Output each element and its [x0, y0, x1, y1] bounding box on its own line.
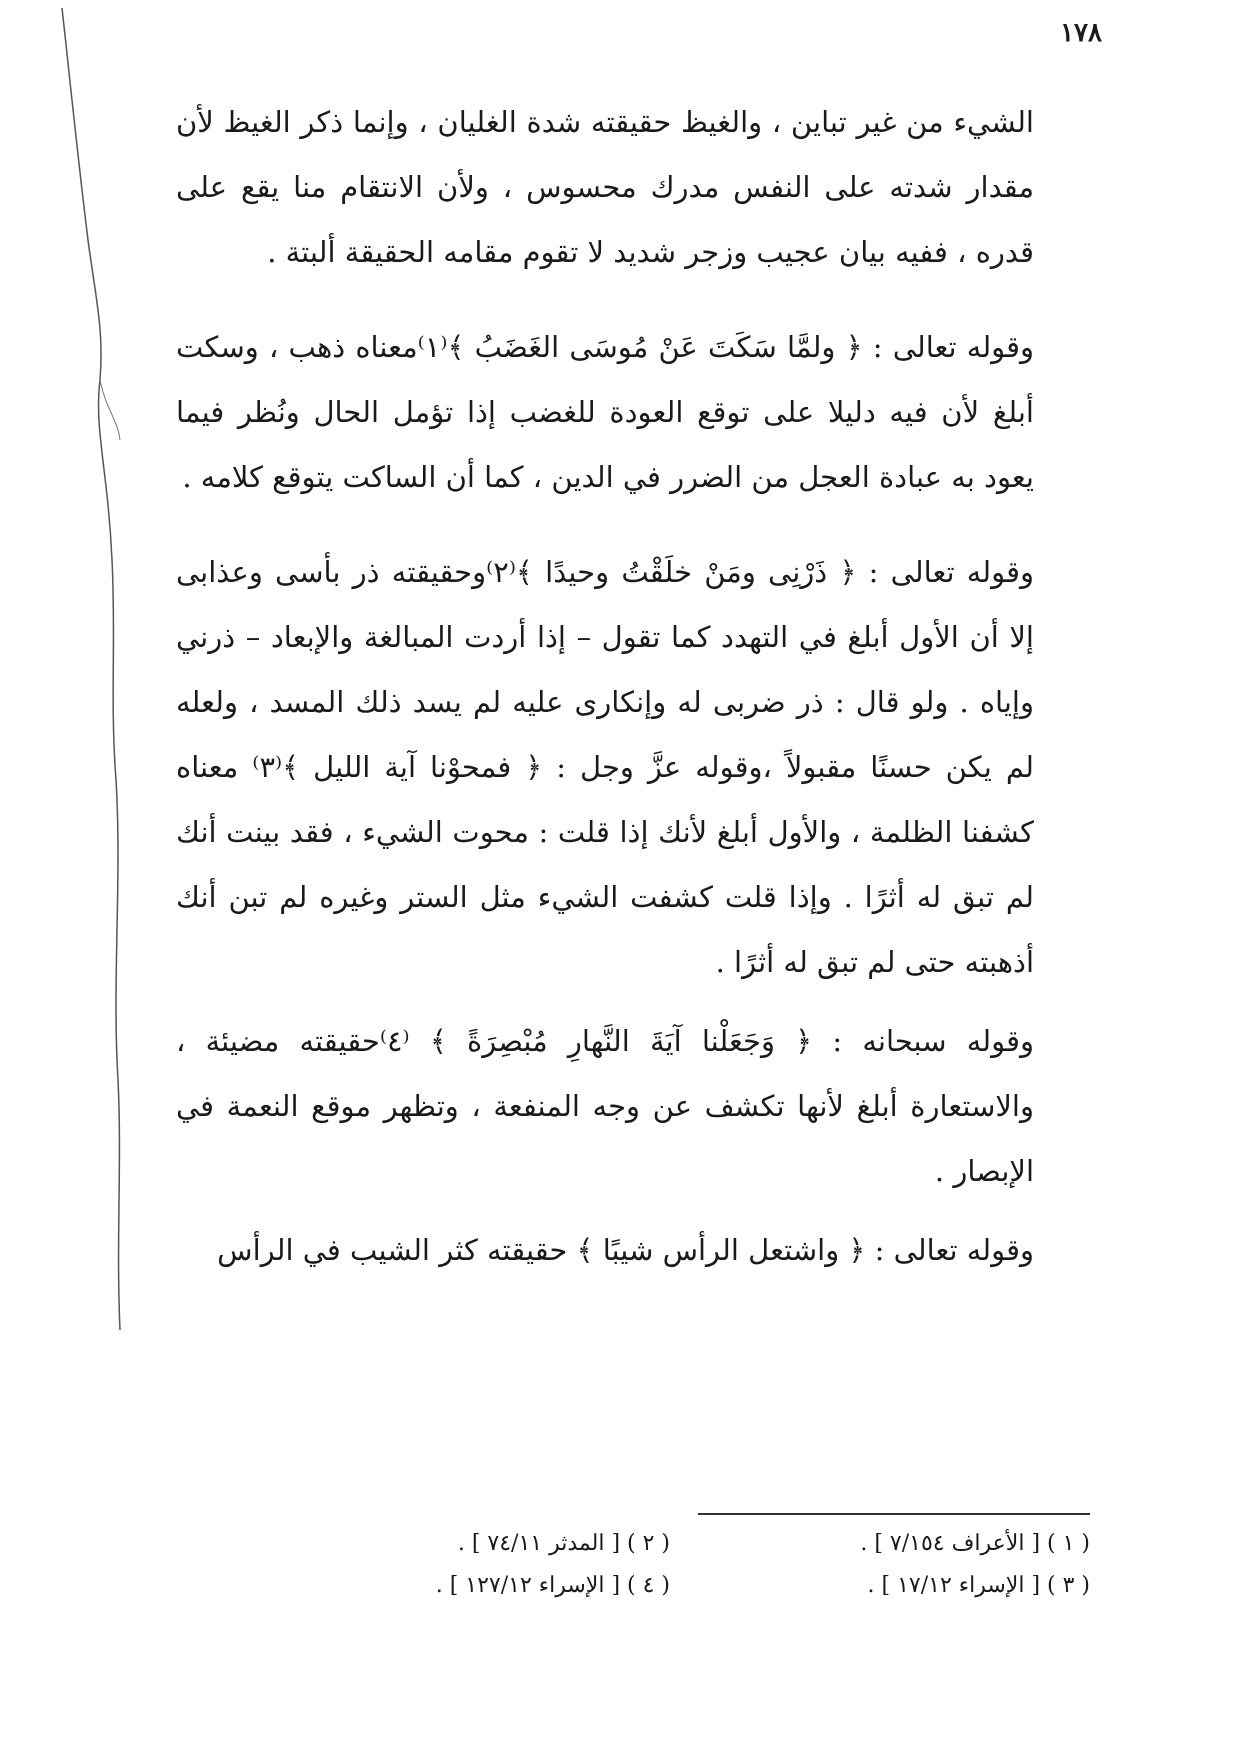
footnote-3: ( ٣ ) [ الإسراء ١٧/١٢ ] . — [867, 1573, 1090, 1598]
footnotes — [270, 1525, 1090, 1605]
footnote-2: ( ٢ ) [ المدثر ٧٤/١١ ] . — [457, 1531, 670, 1556]
paragraph-5: وقوله تعالى : ﴿ واشتعل الرأس شيبًا ﴾ حقيقته كثر الشيب في الرأس — [217, 1233, 1034, 1267]
main-text — [176, 90, 1034, 1283]
footnote-1: ( ١ ) [ الأعراف ٧/١٥٤ ] . — [860, 1531, 1090, 1556]
footnote-4: ( ٤ ) [ الإسراء ١٢٧/١٢ ] . — [435, 1573, 670, 1598]
paragraph-3: وقوله تعالى : ﴿ ذَرْنِى ومَنْ خلَقْتُ وحيدًا ﴾⁽٢⁾وحقيقته ذر بأسى وعذابى إلا أن الأول أبلغ في التهدد كما تقول – إذا أردت المبالغة والإبعاد – ذرني وإياه . ولو قال : ذر ضربى له وإنكارى عليه لم يسد ذلك المسد ، ولعله لم يكن حسنًا مقبولاً ،وقوله عزَّ وجل : ﴿ فمحوْنا آية الليل ﴾⁽٣⁾ معناه كشفنا الظلمة ، والأول أبلغ لأنك إذا قلت : محوت الشيء ، فقد بينت أنك لم تبق له أثرًا . وإذا قلت كشفت الشيء مثل الستر وغيره لم تبن أنك أذهبته حتى لم تبق له أثرًا . — [176, 555, 1034, 979]
paragraph-2: وقوله تعالى : ﴿ ولمَّا سَكَتَ عَنْ مُوسَى الغَضَبُ ﴾⁽١⁾معناه ذهب ، وسكت أبلغ لأن فيه دليلا على توقع العودة للغضب إذا تؤمل الحال ونُظر فيما يعود به عبادة العجل من الضرر في الدين ، كما أن الساكت يتوقع كلامه . — [176, 330, 1034, 494]
paragraph-4: وقوله سبحانه : ﴿ وَجَعَلْنا آيَةَ النَّهارِ مُبْصِرَةً ﴾ ⁽٤⁾حقيقته مضيئة ، والاستعارة أبلغ لأنها تكشف عن وجه المنفعة ، وتظهر موقع النعمة في الإبصار . — [176, 1024, 1034, 1188]
page-binding-edge — [0, 0, 140, 1754]
page-number: ١٧٨ — [1060, 18, 1102, 48]
footnote-separator — [698, 1513, 1090, 1515]
paragraph-1: الشيء من غير تباين ، والغيظ حقيقته شدة الغليان ، وإنما ذكر الغيظ لأن مقدار شدته على النفس مدرك محسوس ، ولأن الانتقام منا يقع على قدره ، ففيه بيان عجيب وزجر شديد لا تقوم مقامه الحقيقة ألبتة . — [176, 105, 1034, 269]
